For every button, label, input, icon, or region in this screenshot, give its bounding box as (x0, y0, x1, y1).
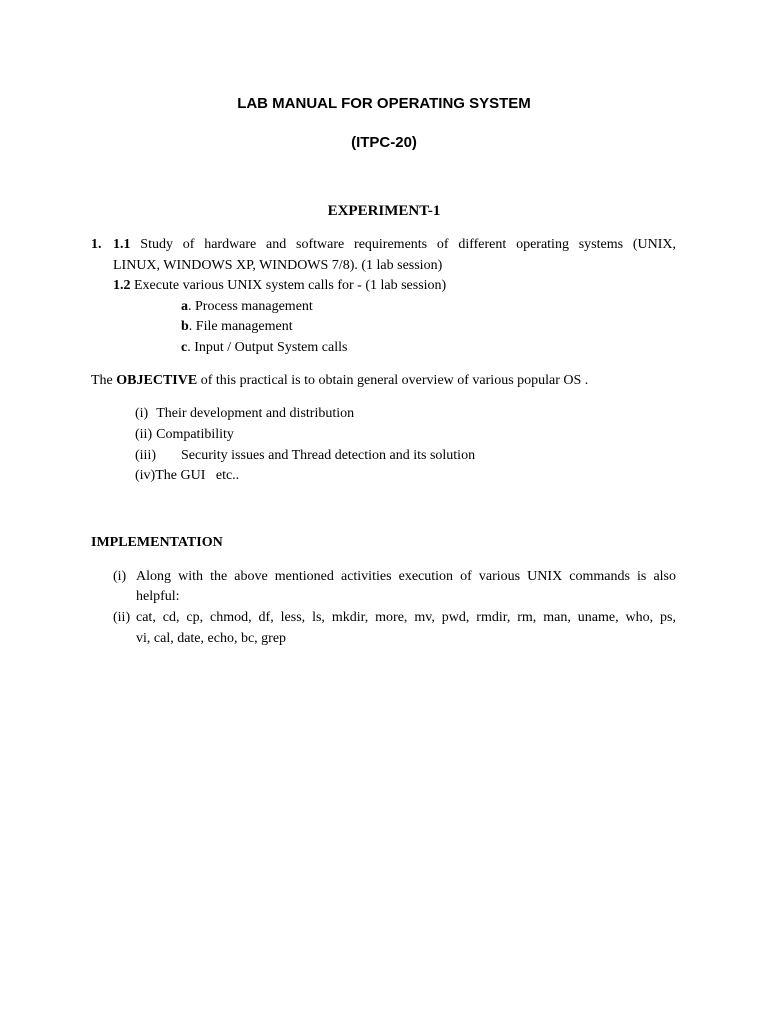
objective-keyword: OBJECTIVE (116, 373, 198, 388)
subitem-c (181, 340, 347, 356)
objective-point-3 (135, 448, 476, 464)
point-text: Compatibility (156, 427, 234, 442)
section-1-1-text: Study of hardware and software requirements of different operating systems (UNIX, (140, 237, 676, 252)
point-text: Their development and distribution (156, 406, 355, 421)
point-marker: (iv) (135, 468, 156, 483)
point-marker: (i) (135, 406, 149, 421)
subitem-text: . Process management (188, 299, 313, 314)
implementation-point-2-line2: vi, cal, date, echo, bc, grep (136, 631, 287, 646)
subitem-b (181, 319, 293, 335)
point-marker: (iii) (135, 448, 156, 463)
objective-post: of this practical is to obtain general overview of various popular OS . (197, 373, 589, 388)
implementation-marker-1: (i) (113, 569, 127, 584)
section-1-2-number: 1.2 (113, 278, 131, 293)
objective-point-2 (135, 427, 234, 443)
course-code: (ITPC-20) (351, 134, 417, 151)
point-marker: (ii) (135, 427, 153, 442)
subitem-text: . Input / Output System calls (187, 340, 348, 355)
experiment-heading: EXPERIMENT-1 (327, 203, 441, 219)
section-1-1-number: 1.1 (113, 237, 131, 252)
objective-pre: The (91, 373, 117, 388)
point-text: Security issues and Thread detection and its solution (181, 448, 476, 463)
document-title: LAB MANUAL FOR OPERATING SYSTEM (237, 95, 531, 112)
objective-point-4 (135, 468, 239, 484)
section-1-2 (113, 278, 446, 294)
list-number: 1. (91, 237, 102, 252)
implementation-marker-2: (ii) (113, 610, 131, 625)
implementation-point-1-line2: helpful: (136, 589, 180, 604)
subitem-letter: a (181, 299, 188, 314)
section-1-1-line2: LINUX, WINDOWS XP, WINDOWS 7/8). (1 lab session) (113, 258, 443, 273)
section-1-2-text: Execute various UNIX system calls for - (1 lab session) (134, 278, 447, 293)
subitem-letter: c (181, 340, 188, 355)
subitem-letter: b (181, 319, 189, 334)
section-1-1-line1 (113, 237, 676, 253)
objective-point-1 (135, 406, 354, 422)
implementation-heading: IMPLEMENTATION (91, 535, 223, 550)
objective-paragraph (91, 373, 588, 389)
implementation-point-2-line1: cat, cd, cp, chmod, df, less, ls, mkdir, more, mv, pwd, rmdir, rm, man, uname, who, ps, (136, 610, 676, 625)
subitem-text: . File management (188, 319, 293, 334)
implementation-point-1-line1: Along with the above mentioned activities execution of various UNIX commands is also (136, 569, 676, 584)
subitem-a (181, 299, 313, 315)
point-text: The GUI etc.. (155, 468, 240, 483)
